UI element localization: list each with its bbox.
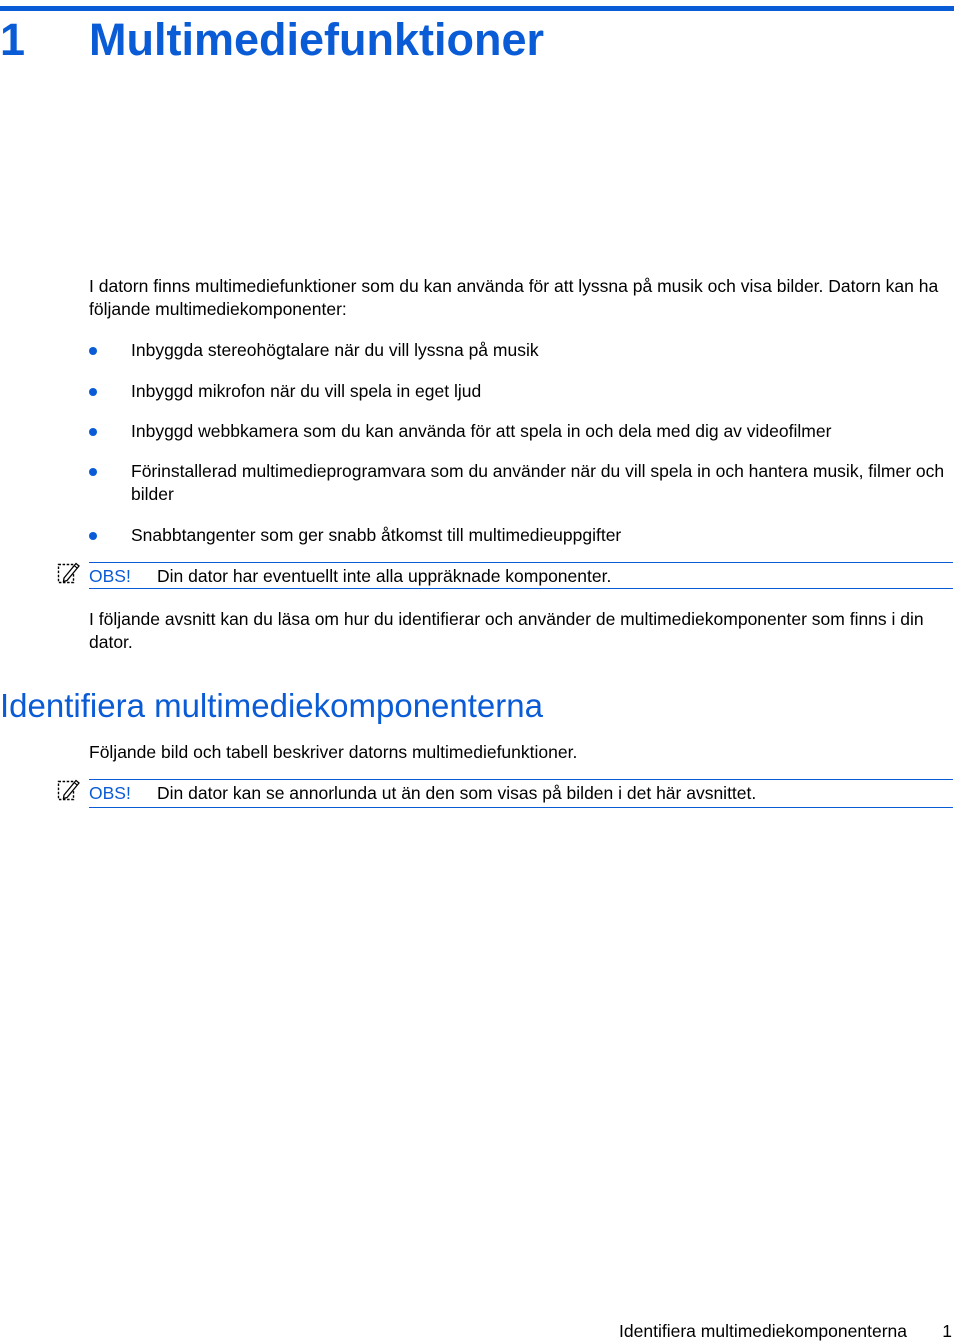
note-label: OBS! [89,566,131,586]
list-item-text: Inbyggda stereohögtalare när du vill lyssna på musik [131,340,539,360]
note-bottom-rule [89,807,953,808]
intro-paragraph: I datorn finns multimediefunktioner som du kan använda för att lyssna på musik och visa bilder. Datorn kan ha följande multimediekomponenter: [89,276,939,319]
note-text: Din dator har eventuellt inte alla uppräknade komponenter. [157,566,612,586]
chapter-number: 1 [0,14,26,65]
bullet-dot-icon [89,347,97,355]
list-item-text: Inbyggd mikrofon när du vill spela in eget ljud [131,381,482,401]
list-item [89,339,955,362]
list-item [89,460,955,506]
section-title: Identifiera multimediekomponenterna [0,687,543,724]
note-callout [0,782,955,805]
paragraph: I följande avsnitt kan du läsa om hur du identifierar och använder de multimediekomponenter som finns i din dator. [89,609,924,652]
list-item [89,380,955,403]
note-bottom-rule [89,588,953,589]
bullet-dot-icon [89,468,97,476]
note-text: Din dator kan se annorlunda ut än den som visas på bilden i det här avsnittet. [157,783,757,803]
list-item-text: Förinstallerad multimedieprogramvara som du använder när du vill spela in och hantera musik, filmer och bilder [131,461,945,504]
section-intro: Följande bild och tabell beskriver datorns multimediefunktioner. [89,742,578,762]
list-item [89,420,955,443]
bullet-dot-icon [89,428,97,436]
list-item [89,524,955,547]
chapter-top-rule [0,6,954,11]
footer-section-title: Identifiera multimediekomponenterna [619,1321,907,1341]
note-top-rule [89,779,953,780]
list-item-text: Inbyggd webbkamera som du kan använda för att spela in och dela med dig av videofilmer [131,421,832,441]
page-footer [0,1320,955,1343]
note-pencil-icon [57,560,81,586]
note-pencil-icon [57,777,81,803]
list-item-text: Snabbtangenter som ger snabb åtkomst till multimedieuppgifter [131,525,622,545]
footer-page-number: 1 [942,1321,952,1341]
bullet-dot-icon [89,388,97,396]
chapter-title-text: Multimediefunktioner [89,14,545,65]
chapter-title [0,14,544,66]
bullet-dot-icon [89,532,97,540]
note-top-rule [89,562,953,563]
note-label: OBS! [89,783,131,803]
note-callout [0,565,955,588]
